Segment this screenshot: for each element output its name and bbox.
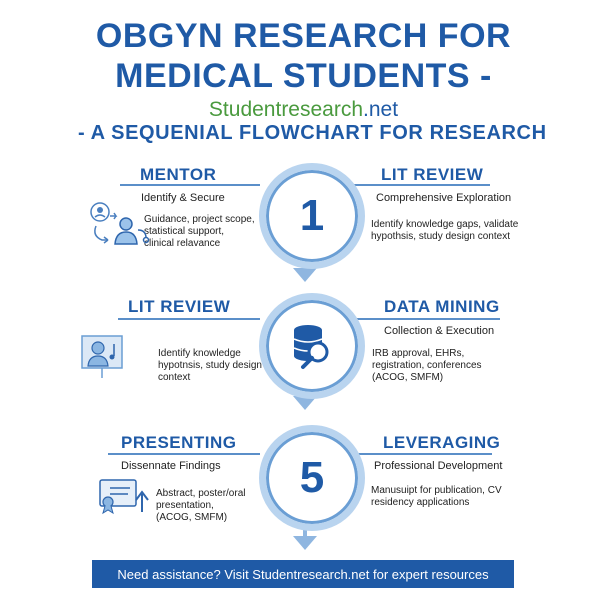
connector-line: [350, 453, 492, 455]
step-3-left-body: Abstract, poster/oral presentation, (ACOG, SMFM): [156, 488, 246, 523]
step-2-left-body: Identify knowledge hypotnsis, study design context: [158, 348, 262, 383]
step-2-left-heading: LIT REVIEW: [128, 297, 231, 316]
certificate-icon: [98, 476, 150, 521]
site-name-ext: .net: [363, 98, 399, 121]
step-3-number: 5: [299, 453, 325, 502]
step-3-circle: [259, 425, 365, 531]
step-3-right-body: Manusuipt for publication, CV residency applications: [371, 485, 502, 508]
step-3-right-subheading: Professional Development: [374, 460, 503, 472]
mentor-student-icon: [86, 200, 152, 255]
page-subtitle: - A SEQUENIAL FLOWCHART FOR RESEARCH: [78, 122, 547, 144]
connector-line: [118, 318, 260, 320]
step-1-left-body: Guidance, project scope, statistical support, clinical relavance: [144, 214, 255, 249]
step-1-right-heading: LIT REVIEW: [381, 165, 484, 184]
site-name: [0, 98, 607, 122]
footer-banner[interactable]: [92, 560, 514, 588]
presentation-board-icon: [80, 334, 130, 385]
step-1-number: 1: [299, 191, 325, 240]
step-1-right-subheading: Comprehensive Exploration: [376, 192, 512, 204]
footer-text: Need assistance? Visit Studentresearch.net for expert resources: [117, 566, 489, 582]
step-2-right-subheading: Collection & Execution: [384, 325, 495, 337]
step-1-circle: [259, 163, 365, 269]
page-title-line-2: MEDICAL STUDENTS -: [115, 57, 492, 95]
step-1-left-subheading: Identify & Secure: [141, 192, 225, 204]
step-2-circle: [259, 293, 365, 399]
connector-line: [108, 453, 260, 455]
step-2-right-body: IRB approval, EHRs, registration, conferences (ACOG, SMFM): [372, 348, 482, 383]
flow-arrow-3: [293, 536, 317, 550]
connector-line: [350, 318, 500, 320]
step-3-right-heading: LEVERAGING: [383, 433, 501, 452]
step-2-right-heading: DATA MINING: [384, 297, 500, 316]
site-name-main: Studentresearch: [208, 98, 364, 121]
step-1-right-body: Identify knowledge gaps, validate hypothsis, study design context: [371, 219, 519, 242]
step-1-left-heading: MENTOR: [140, 165, 217, 184]
database-search-icon: [286, 320, 338, 372]
page-title-line-1: OBGYN RESEARCH FOR: [95, 17, 512, 55]
step-3-left-heading: PRESENTING: [121, 433, 237, 452]
flow-arrow-1: [293, 268, 317, 282]
step-3-left-subheading: Dissennate Findings: [121, 460, 221, 472]
